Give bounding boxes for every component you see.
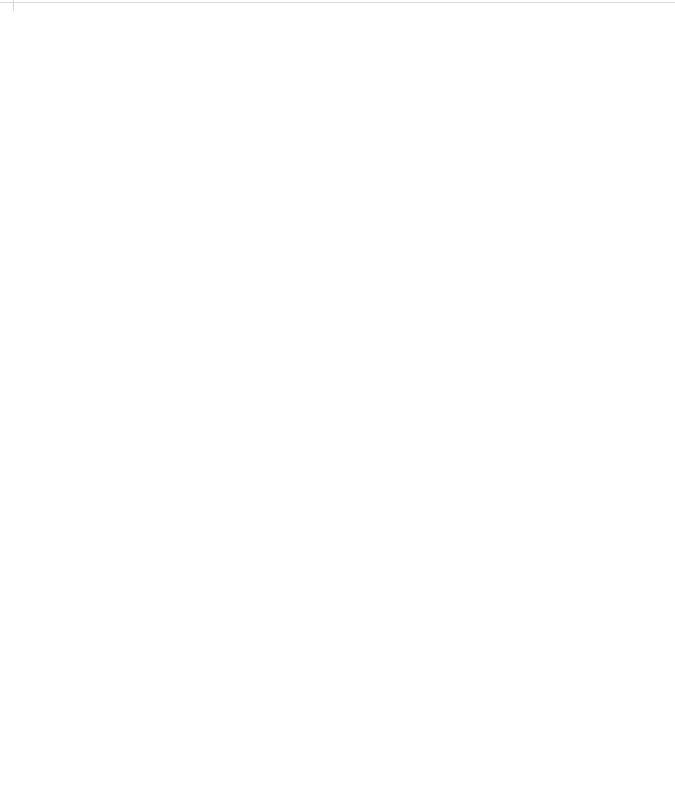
gridline [0,2,675,3]
gridline [13,0,14,11]
